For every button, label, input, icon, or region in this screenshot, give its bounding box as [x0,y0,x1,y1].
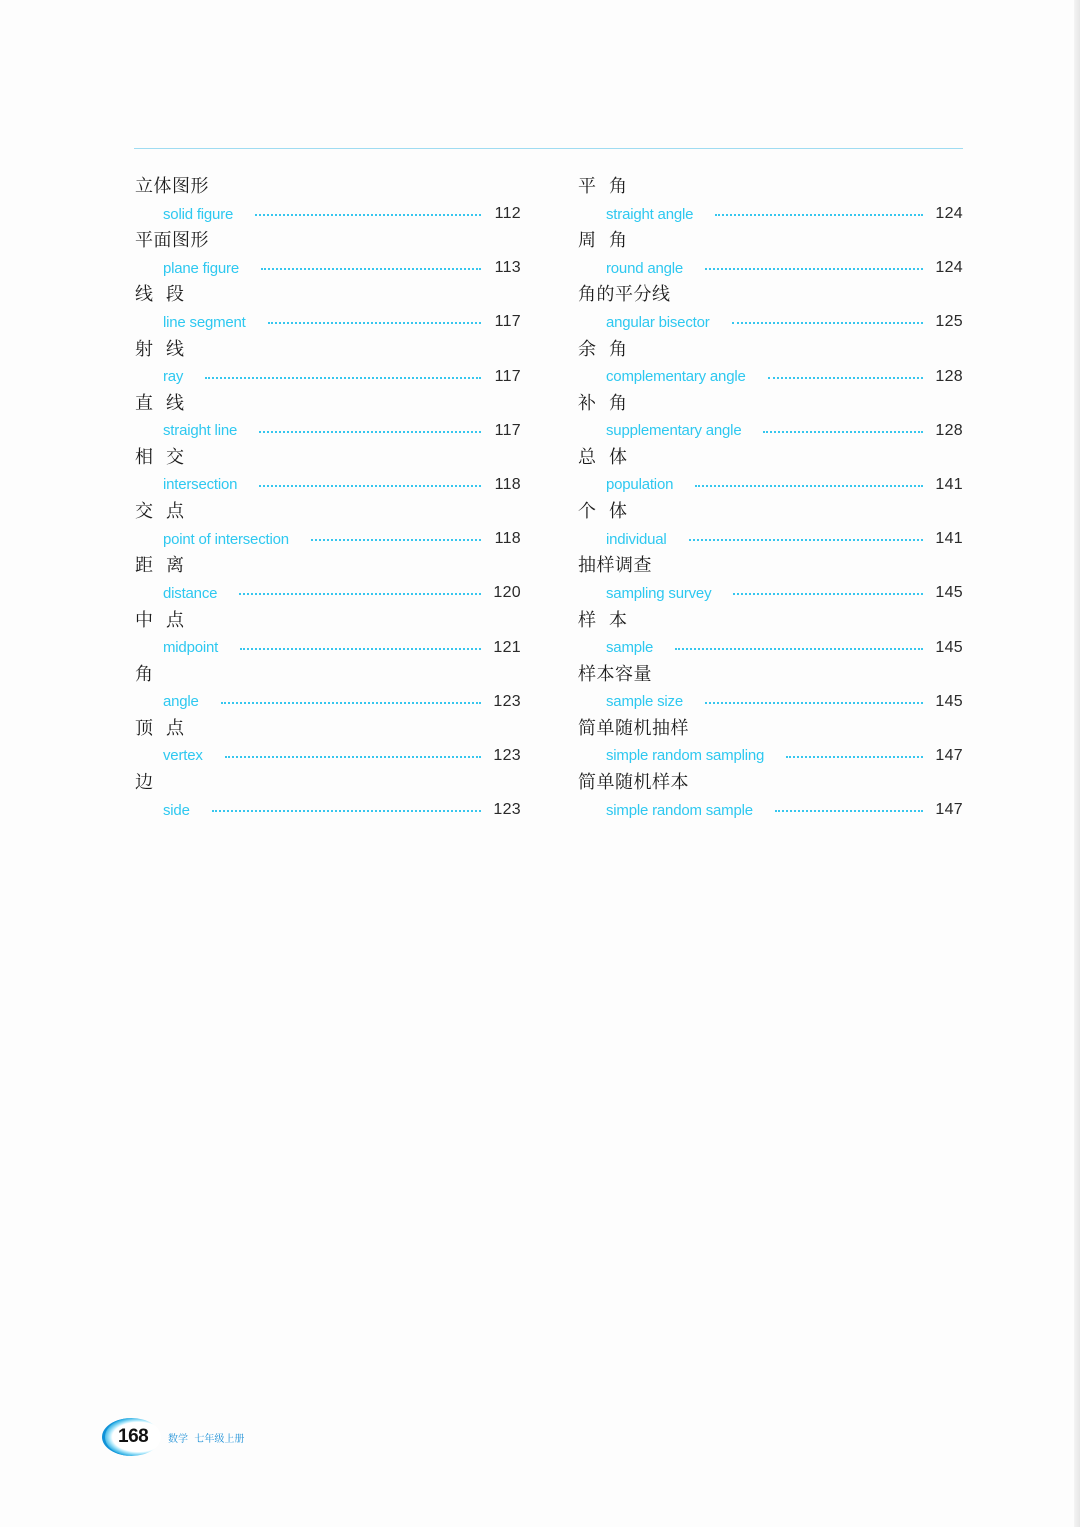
term-english: straight line [163,422,238,440]
term-line [606,583,963,603]
dotted-leader [255,214,481,216]
glossary-right-column [577,172,963,822]
term-line [163,258,521,278]
page-reference: 120 [493,584,521,602]
page-reference: 113 [494,259,521,277]
glossary-entry [134,551,521,605]
dotted-leader [705,702,923,704]
dotted-leader [225,756,481,758]
page-number: 168 [118,1426,149,1447]
term-chinese: 角 [135,663,154,685]
term-line [163,312,521,332]
book-title: 数学 七年级上册 [168,1434,245,1445]
term-chinese: 角的平分线 [578,284,671,306]
dotted-leader [732,322,923,324]
page-reference: 124 [935,205,963,222]
term-chinese: 样 本 [578,609,628,631]
term-english: straight angle [606,205,694,223]
term-line [606,475,963,495]
dotted-leader [259,431,481,433]
glossary-entry [134,660,521,714]
term-chinese: 余 角 [578,338,628,360]
glossary-entry [134,226,521,280]
dotted-leader [715,214,923,216]
term-chinese: 射 线 [135,338,185,360]
dotted-leader [221,702,481,704]
term-line [606,312,963,332]
term-chinese: 交 点 [135,501,185,523]
page-reference: 128 [935,367,963,385]
dotted-leader [763,431,923,433]
term-line [606,746,963,766]
page-reference: 121 [493,638,521,656]
header-rule [134,148,963,149]
term-english: point of intersection [163,530,289,548]
term-line [606,638,963,658]
glossary-entry [577,172,963,226]
glossary-entry [134,497,521,551]
dotted-leader [705,268,923,270]
term-english: vertex [163,747,203,765]
glossary-entry [134,335,521,389]
term-english: individual [606,530,667,548]
term-english: round angle [606,259,684,277]
glossary-entry [134,606,521,660]
term-english: plane figure [163,259,239,277]
term-english: distance [163,584,218,602]
term-line [606,421,963,441]
glossary-entry [577,443,963,497]
term-line [606,800,963,820]
term-english: population [606,476,674,494]
term-chinese: 边 [135,772,154,794]
dotted-leader [775,810,923,812]
glossary-entry [577,335,963,389]
term-line [163,421,521,441]
term-english: angular bisector [606,313,710,331]
term-english: sample [606,639,654,656]
term-line [163,638,521,658]
glossary-entry [577,551,963,605]
page-reference: 125 [935,313,963,331]
glossary-left-column [134,172,521,822]
glossary-entry [577,714,963,768]
dotted-leader [205,377,481,379]
term-english: ray [163,368,184,386]
term-english: simple random sample [606,801,753,819]
dotted-leader [768,377,923,379]
page-reference: 145 [935,692,963,710]
page-reference: 145 [935,638,963,656]
term-line [163,529,521,549]
term-chinese: 平面图形 [135,230,209,252]
page-reference: 147 [935,746,963,764]
term-chinese: 相 交 [135,446,185,468]
dotted-leader [268,322,481,324]
term-chinese: 抽样调查 [578,555,652,577]
dotted-leader [259,485,481,487]
glossary-entry [577,389,963,443]
term-line [606,692,963,712]
term-line [163,800,521,820]
page-reference: 117 [494,367,521,385]
dotted-leader [733,593,923,595]
page-reference: 141 [935,475,963,493]
term-english: intersection [163,476,238,494]
term-line [606,367,963,387]
dotted-leader [311,539,481,541]
dotted-leader [239,593,481,595]
page-reference: 128 [935,421,963,439]
glossary-entry [134,280,521,334]
term-chinese: 直 线 [135,392,185,414]
term-english: simple random sampling [606,747,765,765]
term-english: line segment [163,313,246,331]
dotted-leader [675,648,923,650]
term-chinese: 顶 点 [135,717,185,739]
term-line [163,204,521,224]
dotted-leader [212,810,481,812]
term-chinese: 个 体 [578,501,628,523]
page-reference: 112 [494,205,521,222]
term-english: solid figure [163,205,234,223]
page-reference: 117 [494,421,521,439]
term-english: midpoint [163,639,219,656]
term-chinese: 补 角 [578,392,628,414]
dotted-leader [261,268,481,270]
term-english: complementary angle [606,368,746,386]
term-line [163,475,521,495]
term-english: sample size [606,693,683,711]
glossary-entry [134,768,521,822]
page-reference: 141 [935,530,963,548]
page-reference: 118 [494,475,521,493]
glossary-entry [577,660,963,714]
term-chinese: 线 段 [135,284,185,306]
term-chinese: 简单随机抽样 [578,717,689,739]
term-chinese: 平 角 [578,176,628,197]
term-chinese: 距 离 [135,555,185,577]
page-reference: 147 [935,801,963,819]
page-reference: 118 [494,530,521,548]
page-edge-shadow [1074,0,1080,1527]
page-reference: 123 [493,692,521,710]
term-line [163,692,521,712]
term-english: side [163,801,190,819]
glossary-entry [577,226,963,280]
term-chinese: 样本容量 [578,663,652,685]
page-reference: 145 [935,584,963,602]
term-line [606,204,963,224]
term-line [606,258,963,278]
page-reference: 117 [494,313,521,331]
glossary-entry [134,443,521,497]
term-chinese: 简单随机样本 [578,772,689,794]
page-reference: 123 [493,746,521,764]
term-chinese: 总 体 [578,446,628,468]
glossary-entry [577,497,963,551]
page-reference: 123 [493,801,521,819]
term-english: angle [163,693,199,711]
page-reference: 124 [935,259,963,277]
term-line [163,583,521,603]
glossary-entry [134,714,521,768]
dotted-leader [689,539,923,541]
term-line [163,746,521,766]
glossary-entry [134,389,521,443]
glossary-entry [577,280,963,334]
glossary-entry [577,768,963,822]
glossary-entry [134,172,521,226]
term-chinese: 立体图形 [135,176,209,197]
term-chinese: 周 角 [578,230,628,252]
dotted-leader [695,485,923,487]
term-english: supplementary angle [606,422,742,440]
term-line [163,367,521,387]
term-line [606,529,963,549]
dotted-leader [240,648,481,650]
glossary-entry [577,606,963,660]
term-english: sampling survey [606,584,712,602]
dotted-leader [786,756,923,758]
term-chinese: 中 点 [135,609,185,631]
